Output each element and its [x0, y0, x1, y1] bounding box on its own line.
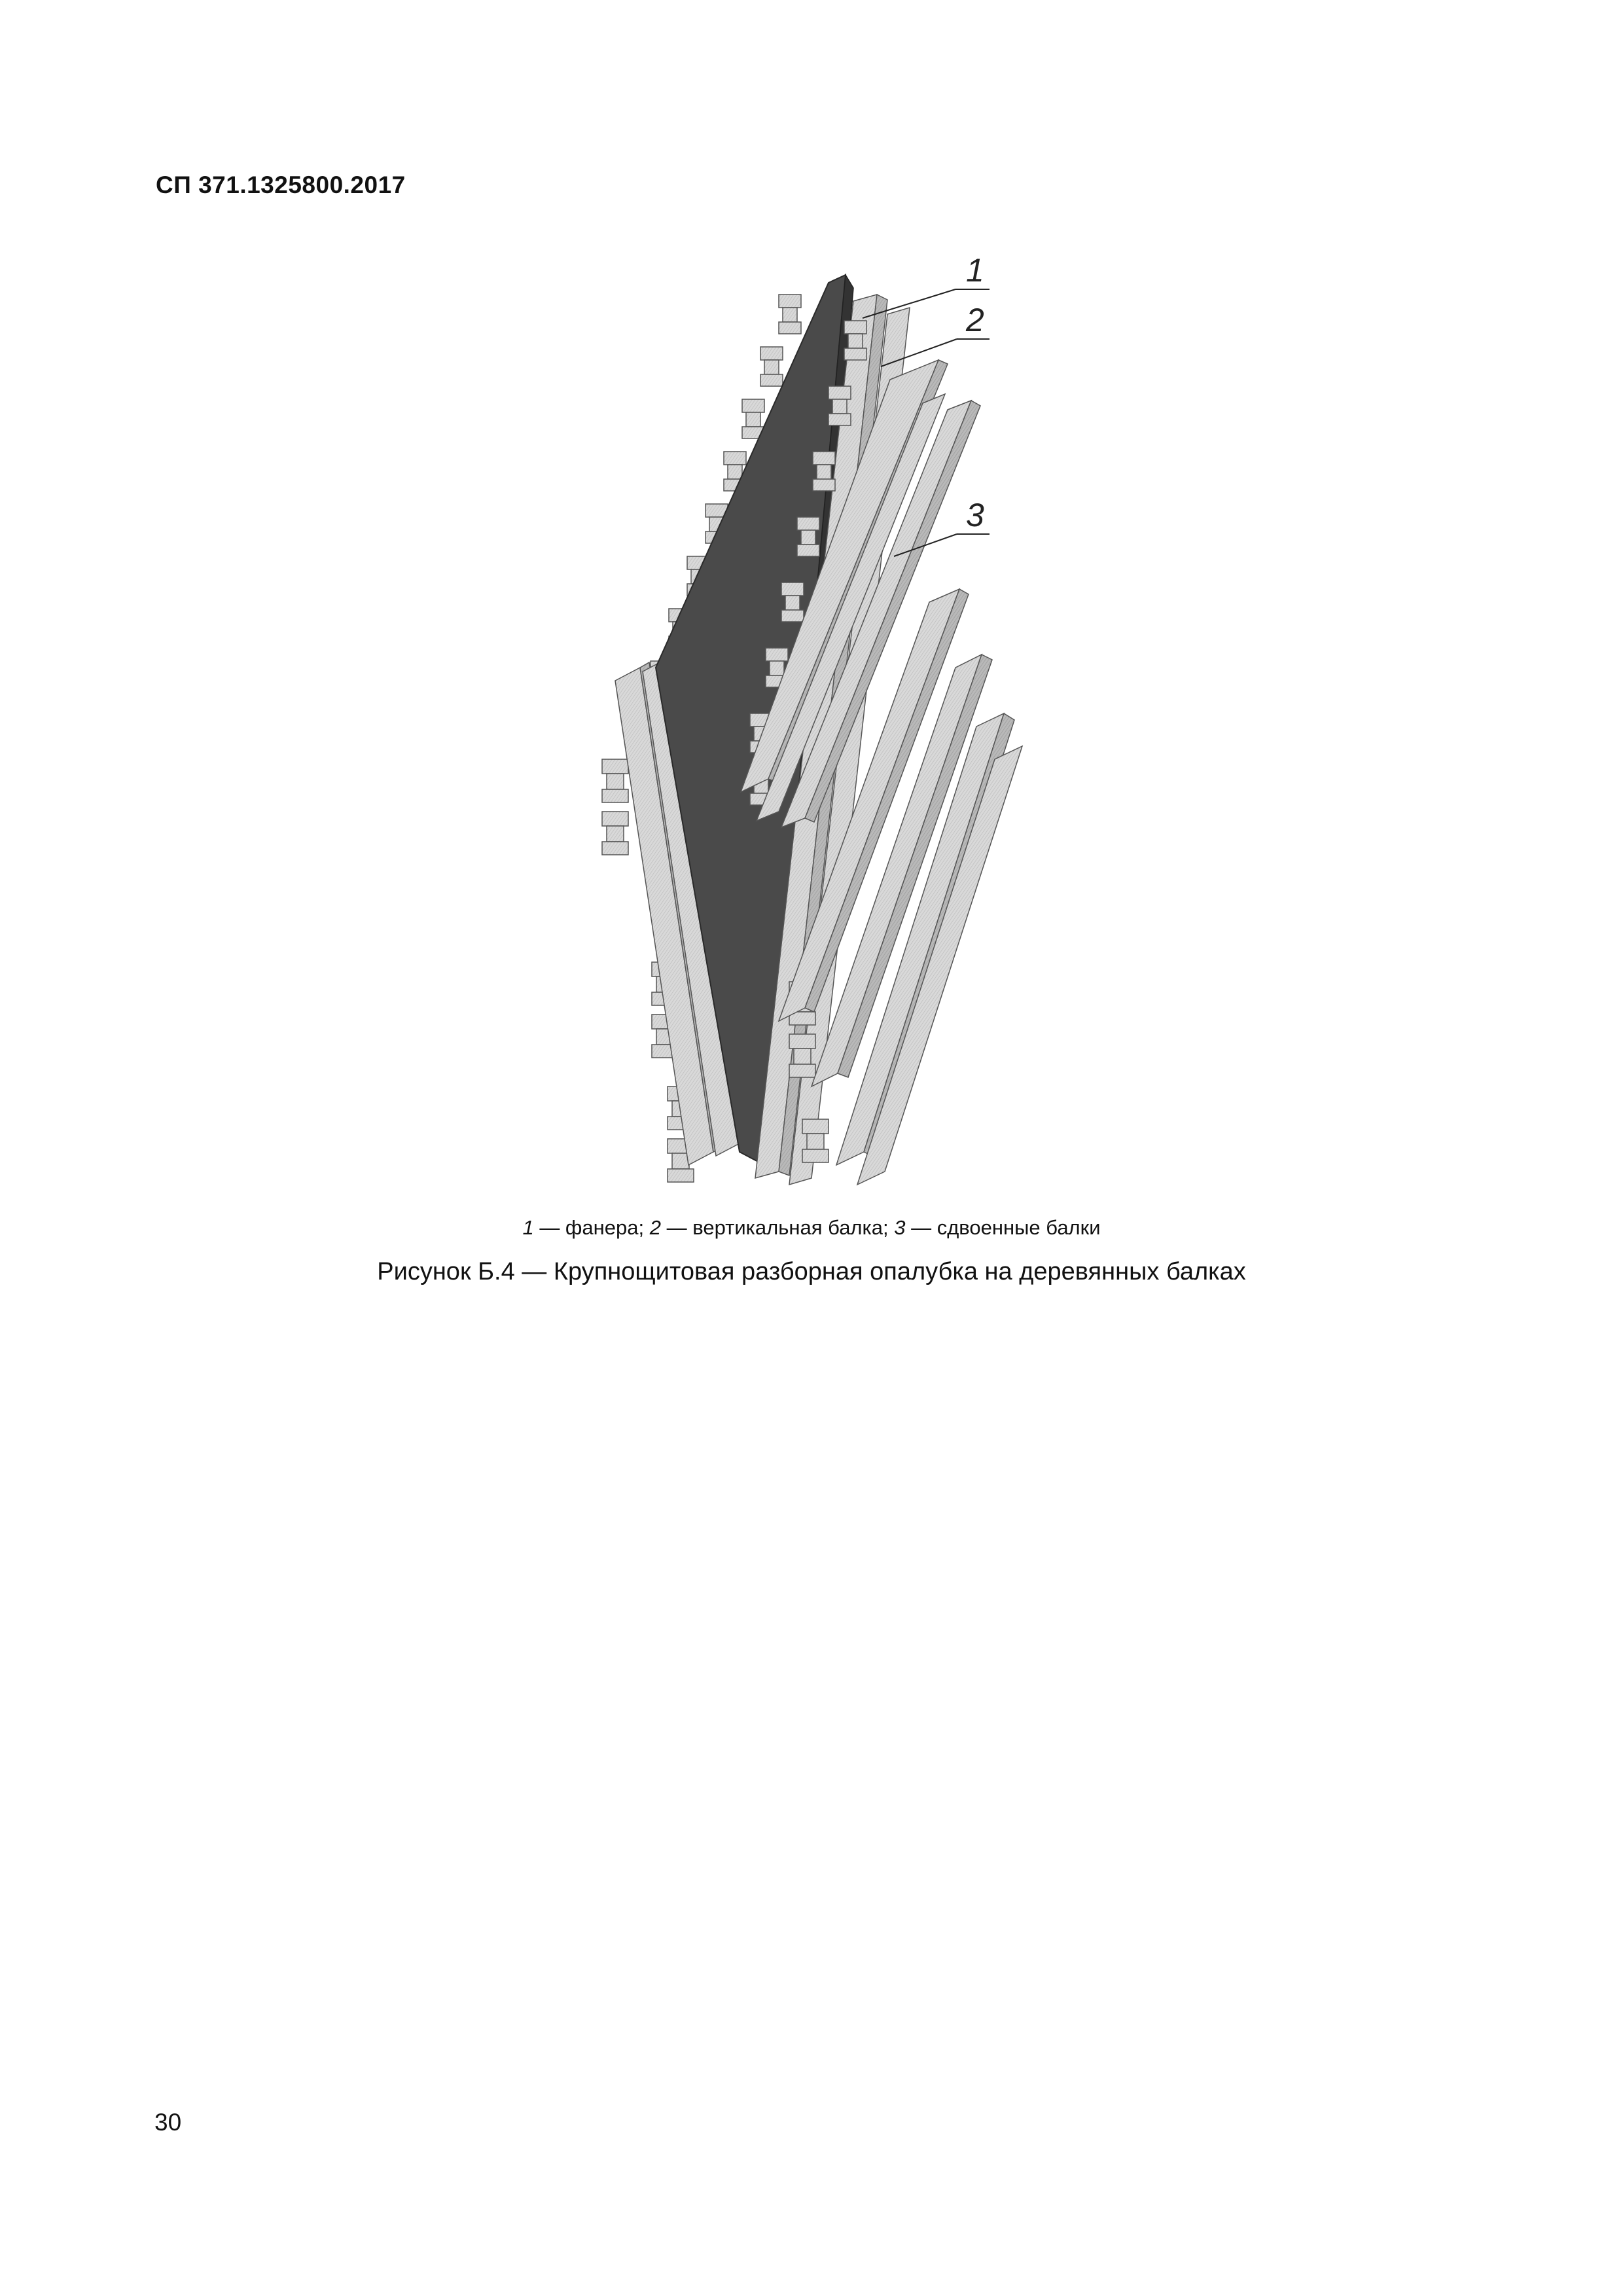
page-number: 30	[154, 2109, 182, 2136]
legend-item-2-number: 2	[649, 1216, 661, 1239]
callout-number-2: 2	[966, 302, 984, 338]
legend-item-3-text: — сдвоенные балки	[905, 1216, 1101, 1239]
formwork-illustration	[589, 249, 1034, 1198]
callout-number-3: 3	[966, 497, 984, 533]
document-code-header: СП 371.1325800.2017	[156, 171, 406, 198]
figure-caption: Рисунок Б.4 — Крупнощитовая разборная опалубка на деревянных балках	[377, 1258, 1246, 1285]
legend-item-2-text: — вертикальная балка;	[661, 1216, 895, 1239]
legend-item-1-text: — фанера;	[533, 1216, 650, 1239]
figure-legend	[0, 1216, 1623, 1240]
legend-item-1-number: 1	[522, 1216, 534, 1239]
callout-number-1: 1	[966, 252, 984, 289]
legend-item-3-number: 3	[894, 1216, 906, 1239]
